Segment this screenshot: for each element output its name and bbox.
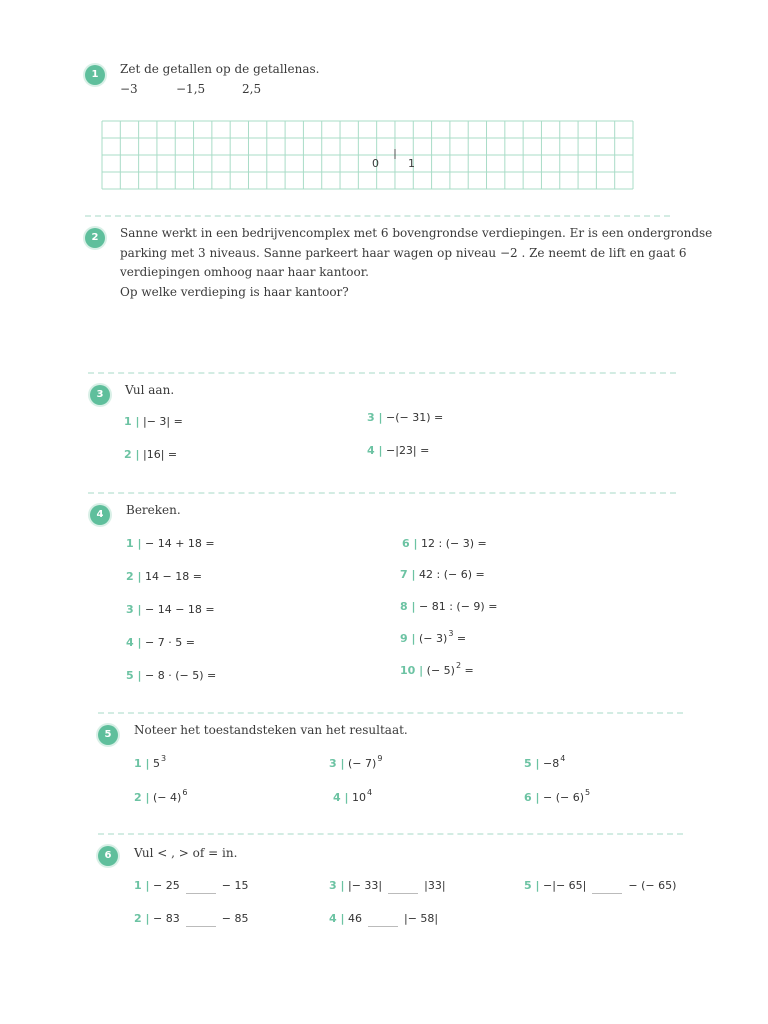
answer-blank[interactable] — [592, 881, 622, 894]
number-line-grid[interactable] — [101, 120, 634, 190]
section-divider — [98, 712, 683, 714]
question-badge-3: 3 — [90, 385, 110, 405]
q4-item-2[interactable]: 2 | 14 − 18 = — [126, 570, 202, 583]
q4-instruction: Bereken. — [126, 503, 181, 517]
answer-blank[interactable] — [388, 881, 418, 894]
q5-item-2[interactable]: 2 | (− 4)$^6$ — [134, 788, 188, 804]
q4-item-4[interactable]: 4 | − 7 · 5 = — [126, 636, 195, 649]
q5-item-3[interactable]: 3 | (− 7)$^9$ — [329, 754, 383, 770]
question-badge-2: 2 — [85, 228, 105, 248]
q5-item-1[interactable]: 1 | $5^3$ — [134, 754, 167, 770]
q3-item-4[interactable]: 4 | −|23| = — [367, 444, 430, 457]
question-badge-1: 1 — [85, 65, 105, 85]
q5-item-5[interactable]: 5 | $-8^4$ — [524, 754, 566, 770]
q4-item-5[interactable]: 5 | − 8 · (− 5) = — [126, 669, 217, 682]
q1-value-3: 2,5 — [242, 82, 262, 96]
q4-item-1[interactable]: 1 | − 14 + 18 = — [126, 537, 215, 550]
q3-instruction: Vul aan. — [125, 383, 175, 397]
section-divider — [85, 215, 670, 217]
q4-item-10[interactable]: 10 | (− 5)$^2$ = — [400, 661, 474, 677]
question-badge-4: 4 — [90, 505, 110, 525]
question-badge-6: 6 — [98, 846, 118, 866]
answer-blank[interactable] — [186, 914, 216, 927]
q4-item-3[interactable]: 3 | − 14 − 18 = — [126, 603, 215, 616]
q5-item-4[interactable]: 4 | $10^4$ — [333, 788, 373, 804]
q5-item-6[interactable]: 6 | − (− 6)$^5$ — [524, 788, 591, 804]
q5-instruction: Noteer het toestandsteken van het resultaat. — [134, 723, 408, 737]
q6-instruction: Vul < , > of = in. — [134, 846, 238, 860]
section-divider — [88, 492, 676, 494]
q2-problem-text: Sanne werkt in een bedrijvencomplex met 6 bovengrondse verdiepingen. Er is een ondergrondse parking met 3 niveaus. Sanne parkeert haar wagen op niveau −2 . Ze neemt de lift en gaat 6 verdiepingen omhoog naar haar kantoor. — [120, 226, 713, 279]
q6-item-3[interactable]: 3 | |− 33| |33| — [329, 879, 446, 892]
q3-item-1[interactable]: 1 | |− 3| = — [124, 415, 183, 428]
q4-item-7[interactable]: 7 | 42 : (− 6) = — [400, 568, 485, 581]
q6-item-4[interactable]: 4 | 46 |− 58| — [329, 912, 439, 925]
answer-blank[interactable] — [186, 881, 216, 894]
q4-item-8[interactable]: 8 | − 81 : (− 9) = — [400, 600, 498, 613]
q1-value-1: −3 — [120, 82, 138, 96]
q6-item-5[interactable]: 5 | −|− 65| − (− 65) — [524, 879, 677, 892]
q4-item-9[interactable]: 9 | (− 3)$^3$ = — [400, 629, 467, 645]
section-divider — [98, 833, 683, 835]
axis-label-one: 1 — [408, 157, 415, 170]
q2-question: Op welke verdieping is haar kantoor? — [120, 285, 349, 299]
axis-label-zero: 0 — [372, 157, 379, 170]
q6-item-1[interactable]: 1 | − 25 − 15 — [134, 879, 249, 892]
q1-value-2: −1,5 — [176, 82, 206, 96]
q3-item-2[interactable]: 2 | |16| = — [124, 448, 178, 461]
q1-instruction: Zet de getallen op de getallenas. — [120, 62, 320, 76]
q4-item-6[interactable]: 6 | 12 : (− 3) = — [402, 537, 487, 550]
question-badge-5: 5 — [98, 725, 118, 745]
section-divider — [88, 372, 676, 374]
q3-item-3[interactable]: 3 | −(− 31) = — [367, 411, 444, 424]
q6-item-2[interactable]: 2 | − 83 − 85 — [134, 912, 249, 925]
answer-blank[interactable] — [368, 914, 398, 927]
